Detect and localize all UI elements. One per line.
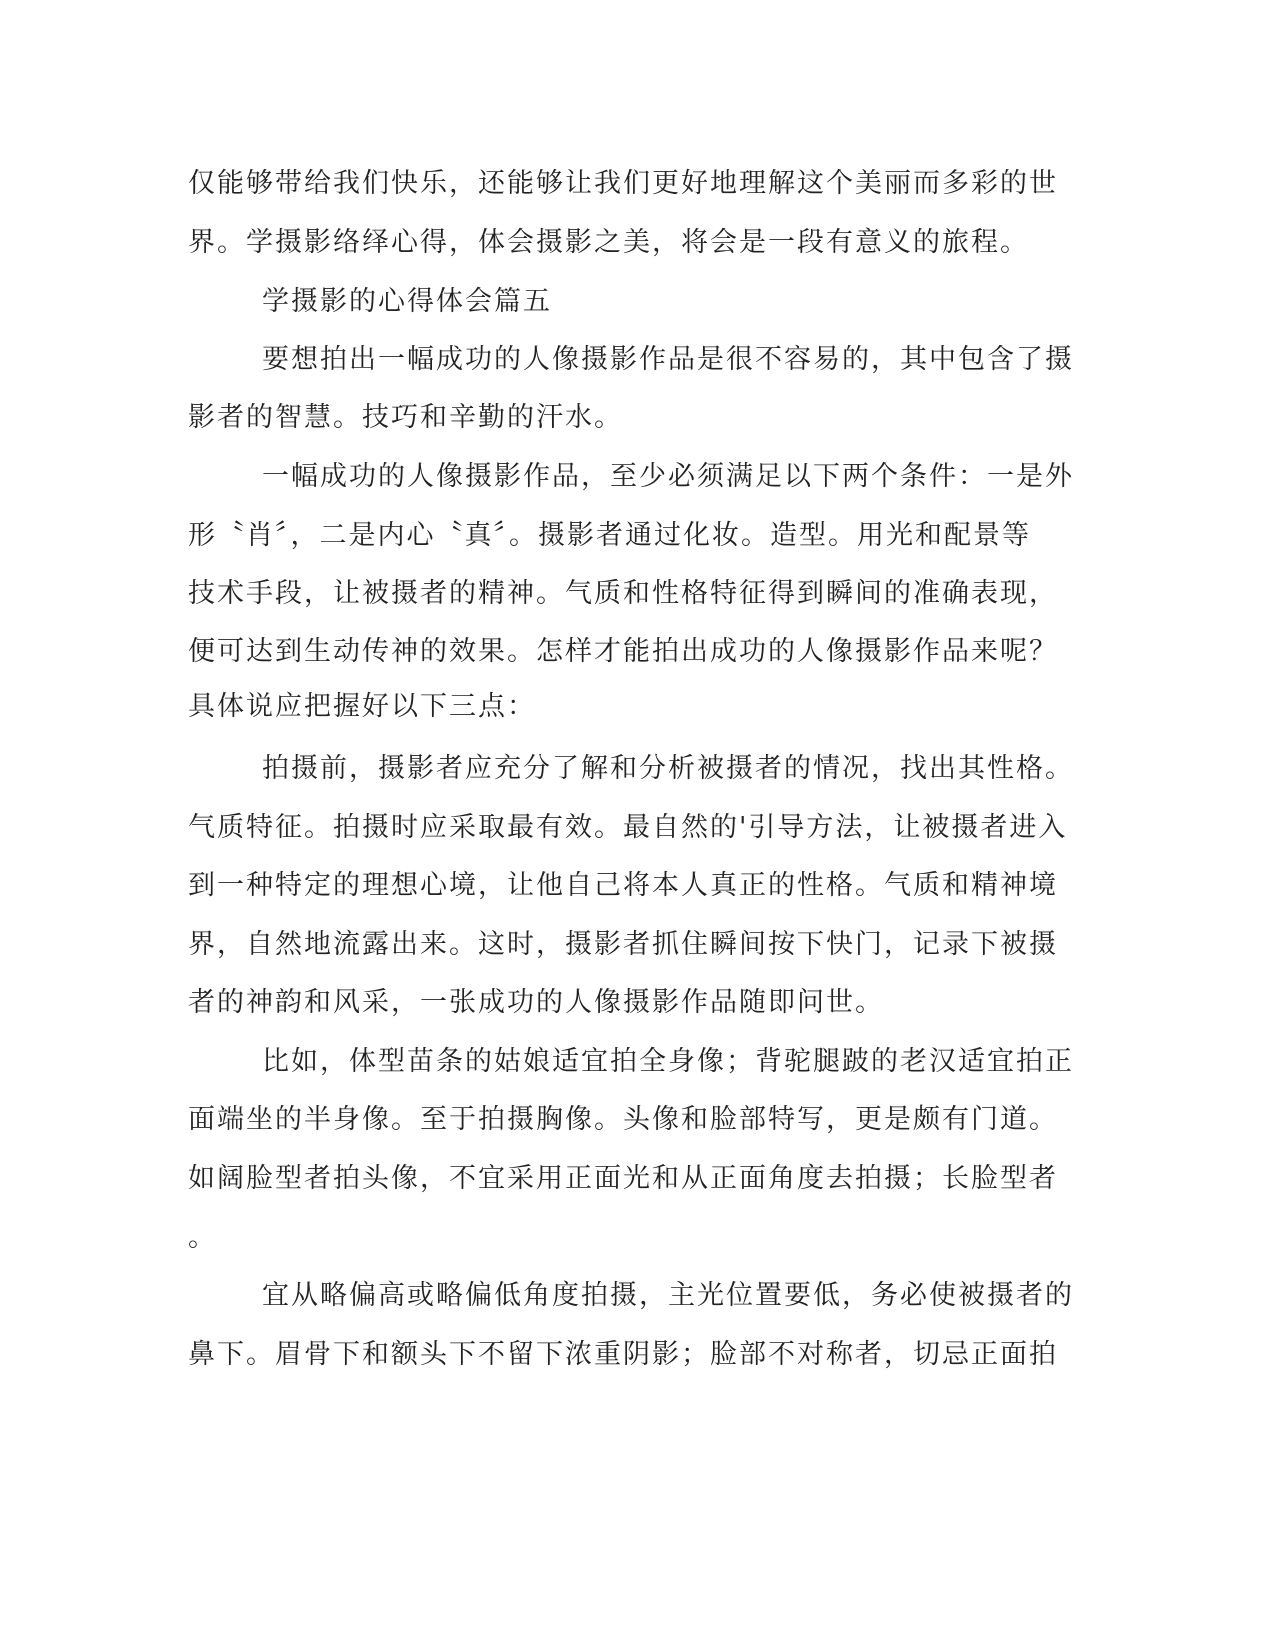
- text-line: 如阔脸型者拍头像，不宜采用正面光和从正面角度去拍摄；长脸型者: [188, 1163, 1058, 1194]
- text-line: 影者的智慧。技巧和辛勤的汗水。: [188, 402, 623, 433]
- text-line: 技术手段，让被摄者的精神。气质和性格特征得到瞬间的准确表现，: [188, 578, 1058, 609]
- text-line: 具体说应把握好以下三点：: [188, 691, 536, 722]
- text-line: 仅能够带给我们快乐，还能够让我们更好地理解这个美丽而多彩的世: [188, 168, 1058, 199]
- text-line: 。: [188, 1222, 217, 1253]
- text-line: 到一种特定的理想心境，让他自己将本人真正的性格。气质和精神境: [188, 870, 1058, 901]
- text-line: 一幅成功的人像摄影作品，至少必须满足以下两个条件：一是外: [262, 461, 1074, 492]
- text-line: 形〝肖〞，二是内心〝真〞。摄影者通过化妆。造型。用光和配景等: [188, 520, 1031, 551]
- text-line: 比如，体型苗条的姑娘适宜拍全身像；背驼腿跛的老汉适宜拍正: [262, 1046, 1074, 1077]
- text-line: 界，自然地流露出来。这时，摄影者抓住瞬间按下快门，记录下被摄: [188, 929, 1058, 960]
- text-line: 要想拍出一幅成功的人像摄影作品是很不容易的，其中包含了摄: [262, 344, 1074, 375]
- text-line: 气质特征。拍摄时应采取最有效。最自然的'引导方法，让被摄者进入: [188, 812, 1068, 843]
- section-heading: 学摄影的心得体会篇五: [262, 286, 552, 317]
- text-line: 宜从略偏高或略偏低角度拍摄，主光位置要低，务必使被摄者的: [262, 1280, 1074, 1311]
- text-line: 便可达到生动传神的效果。怎样才能拍出成功的人像摄影作品来呢？: [188, 636, 1058, 667]
- text-line: 者的神韵和风采，一张成功的人像摄影作品随即问世。: [188, 987, 884, 1018]
- text-line: 鼻下。眉骨下和额头下不留下浓重阴影；脸部不对称者，切忌正面拍: [188, 1339, 1058, 1370]
- text-line: 界。学摄影络绎心得，体会摄影之美，将会是一段有意义的旅程。: [188, 227, 1029, 258]
- text-line: 拍摄前，摄影者应充分了解和分析被摄者的情况，找出其性格。: [262, 753, 1074, 784]
- text-line: 面端坐的半身像。至于拍摄胸像。头像和脸部特写，更是颇有门道。: [188, 1104, 1058, 1135]
